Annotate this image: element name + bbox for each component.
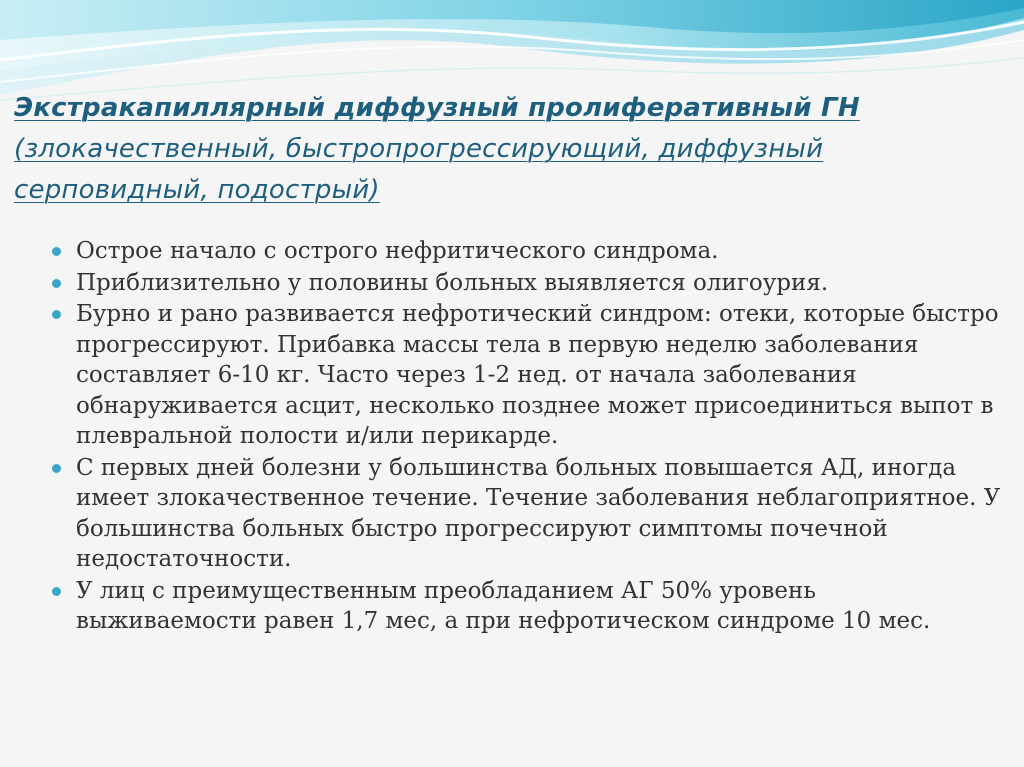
bullet-text: С первых дней болезни у большинства больных повышается АД, иногда имеет злокачественное течение. Течение заболевания неблагоприятное. У большинства больных быстро прогрессируют симптомы почечной недостаточности. (76, 454, 1001, 572)
title-line-2: (злокачественный, быстропрогрессирующий, диффузный (14, 134, 824, 164)
bullet-text: Острое начало с острого нефритического синдрома. (76, 238, 719, 264)
slide-title (14, 88, 1004, 211)
bullet-item (52, 268, 1002, 299)
bullet-item (52, 576, 1002, 637)
title-line-1: Экстракапиллярный диффузный пролиферативный ГН (14, 93, 860, 123)
bullet-dot-icon (52, 464, 61, 473)
bullet-text: Приблизительно у половины больных выявляется олигоурия. (76, 269, 829, 296)
bullet-item (52, 453, 1002, 575)
bullet-text: У лиц с преимущественным преобладанием АГ 50% уровень выживаемости равен 1,7 мес, а при нефротическом синдроме 10 мес. (76, 577, 931, 634)
bullet-text: Бурно и рано развивается нефротический синдром: отеки, которые быстро прогрессируют. Прибавка массы тела в первую неделю заболевания составляет 6-10 кг. Часто через 1-2 нед. от начала заболевания обнаруживается асцит, несколько позднее может присоединиться выпот в плевральной полости и/или перикарде. (76, 301, 999, 449)
title-line-3: серповидный, подострый) (14, 175, 380, 205)
bullet-dot-icon (52, 247, 61, 256)
bullet-item (52, 299, 1002, 452)
bullet-dot-icon (52, 279, 61, 288)
bullet-list (52, 236, 1002, 638)
bullet-dot-icon (52, 587, 61, 596)
bullet-item (52, 236, 1002, 267)
bullet-dot-icon (52, 310, 61, 319)
